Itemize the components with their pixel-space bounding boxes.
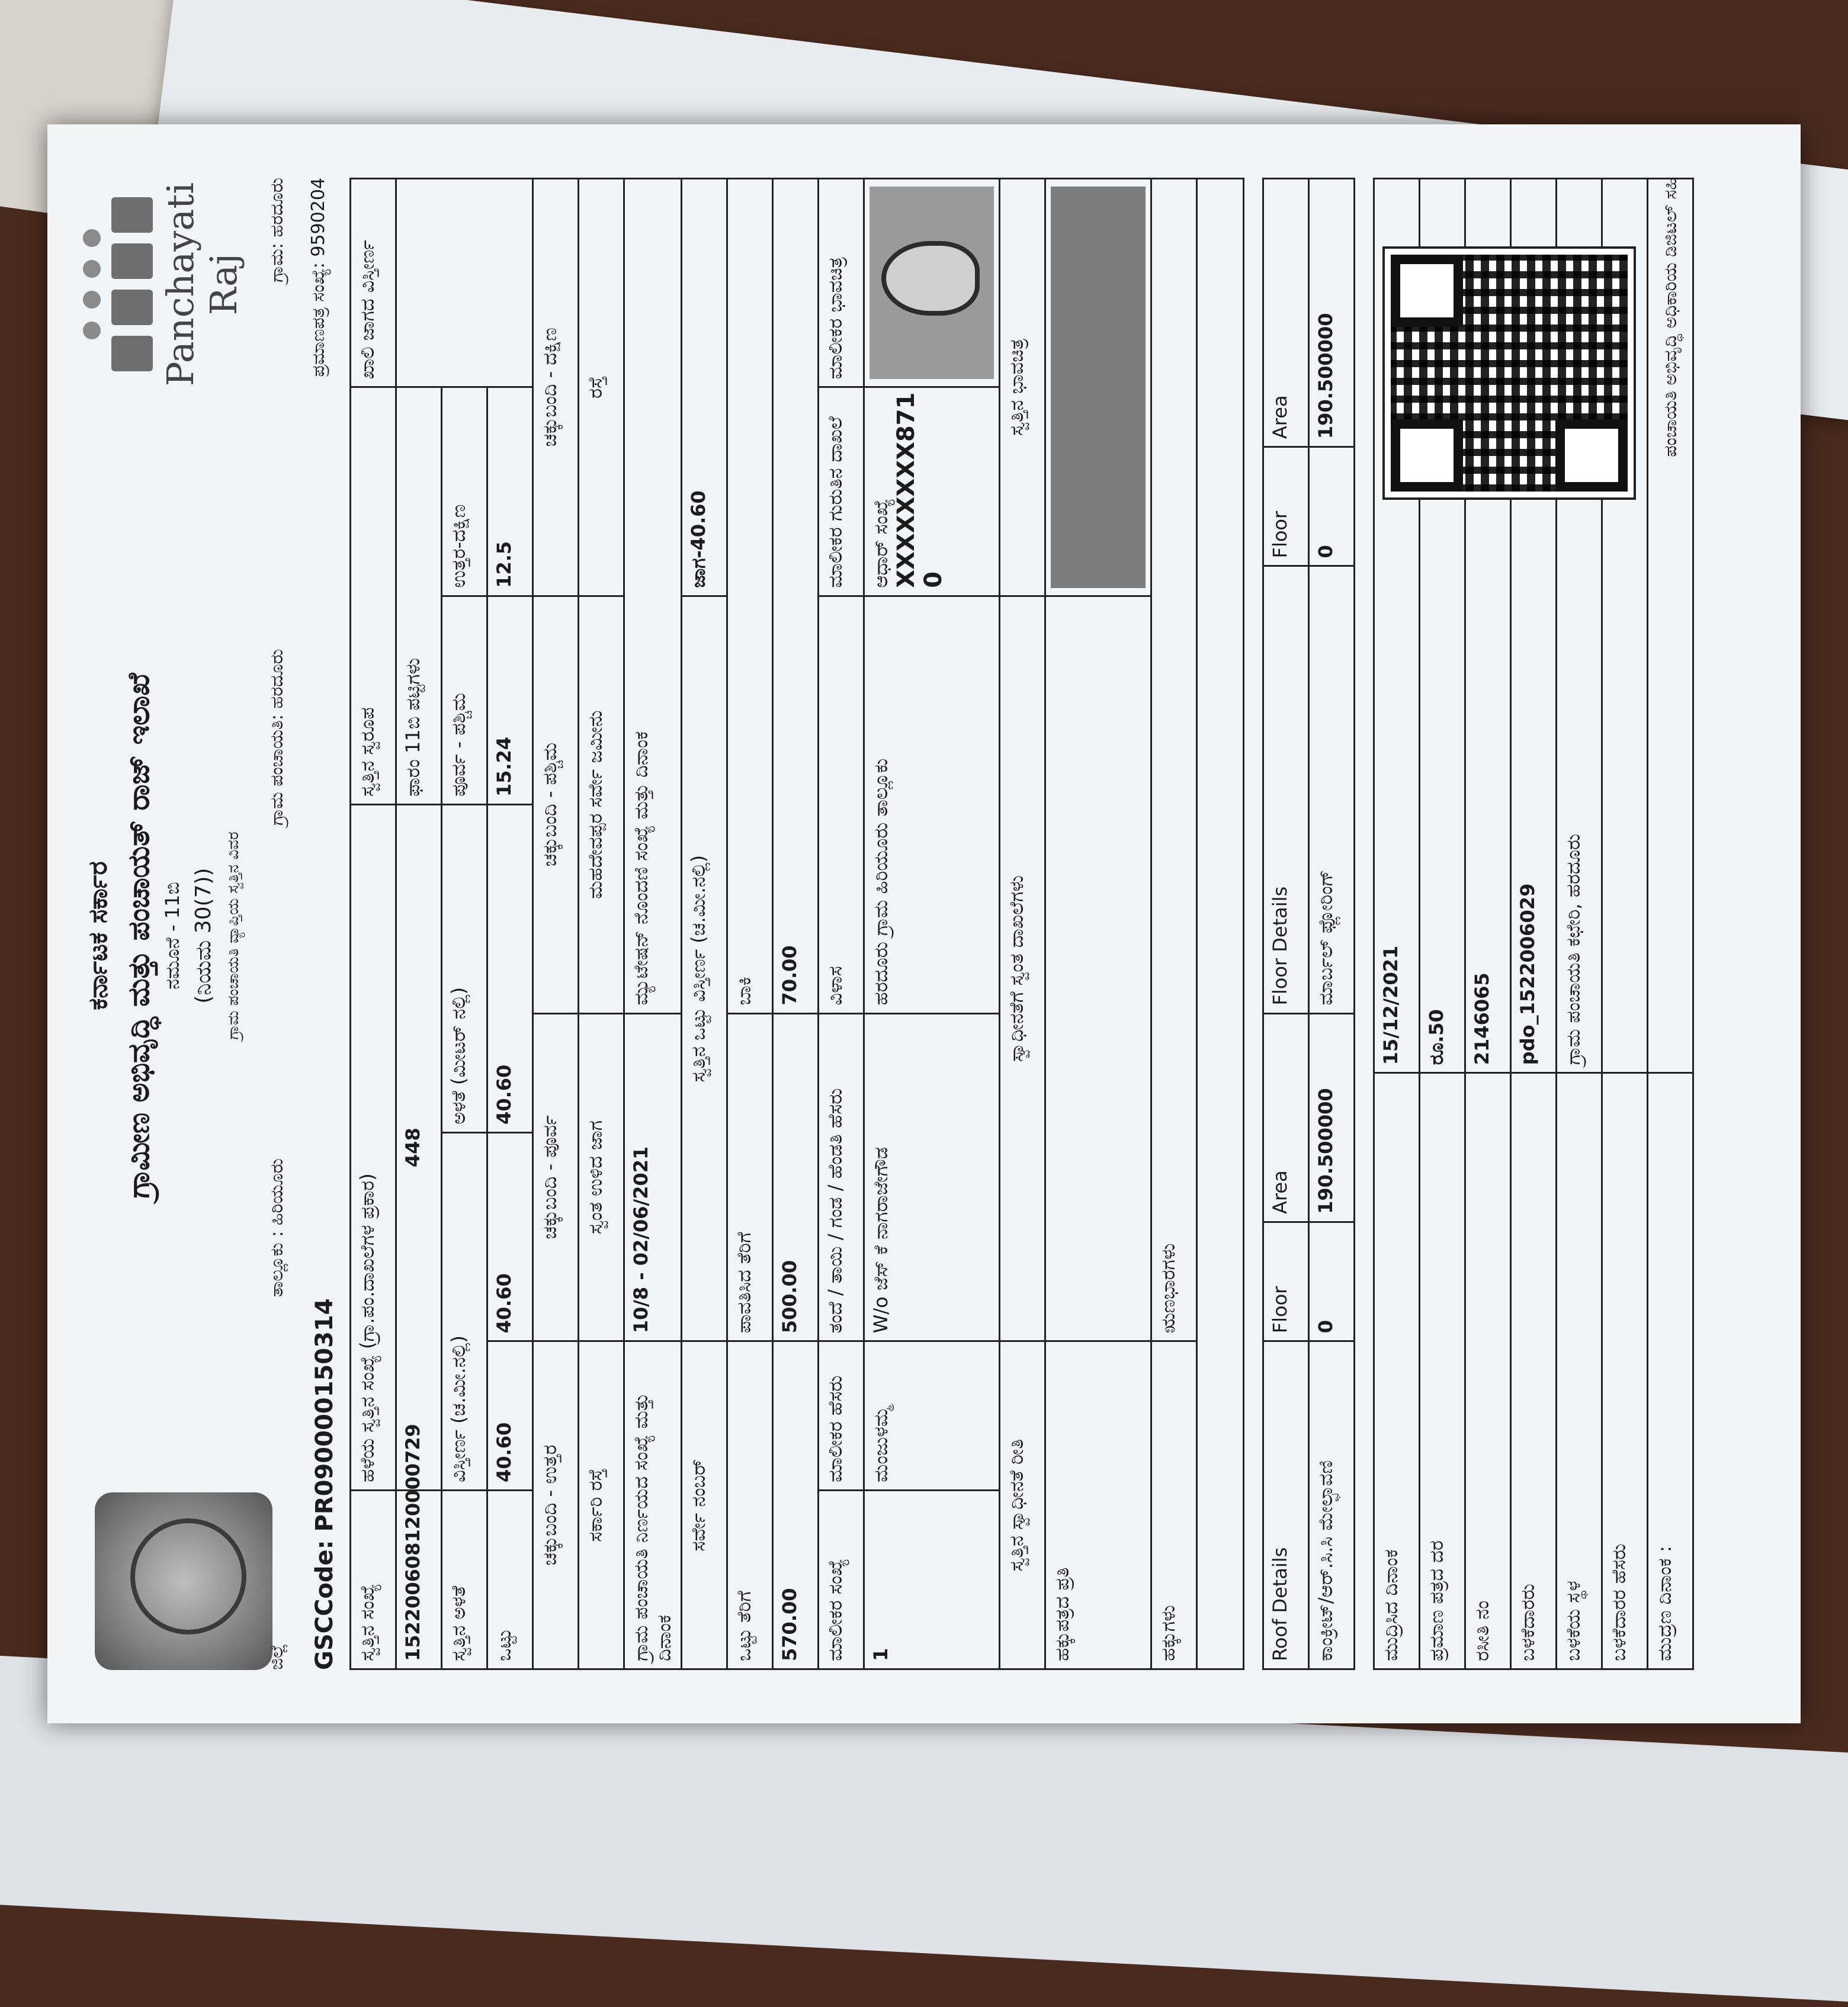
roof-type: ಕಾಂಕ್ರೀಟ್/ಆರ್.ಸಿ.ಸಿ ಮೇಲ್ಛಾವಣಿ (1309, 1341, 1355, 1669)
boundary-west: ಮಹದೇವಪ್ಪರ ಸರ್ವೇ ಜಮೀನು (579, 596, 624, 1013)
label-boundary-east: ಚಕ್ಕುಬಂದಿ - ಪೂರ್ವ (533, 1013, 579, 1341)
property-nature: ಫಾರಂ 11ಬಿ ಪಟ್ಟಿಗಳು (396, 387, 442, 805)
label-possession-docs: ಸ್ವಾಧೀನತೆಗೆ ಸ್ವಂತ ದಾಖಲೆಗಳು (1000, 596, 1045, 1341)
label-old-property-no: ಹಳೆಯ ಸ್ವತ್ತಿನ ಸಂಖ್ಯೆ (ಗ್ರಾ.ಪಂ.ದಾಖಲೆಗಳ ಪ್ರಕಾರ) (351, 805, 396, 1491)
label-vacant-area: ಖಾಲಿ ಜಾಗದ ವಿಸ್ತೀರ್ಣ (351, 179, 396, 387)
label-total: ಒಟ್ಟು (487, 1490, 533, 1669)
owner-id (864, 387, 1000, 596)
detail-value: 2146065 (1465, 179, 1511, 1073)
village-label: ಗ್ರಾಮ: ಹರದೂರು (267, 178, 287, 282)
owner-address: ಹರದೂರು ಗ್ರಾಮ ಹಿರಿಯೂರು ತಾಲ್ಲೂಕು (864, 596, 1000, 1013)
owner-relation: W/o ಜೆಸ್ ಕೆ ನಾಗರಾಜೇಗೌಡ (864, 1013, 1000, 1341)
label-rights: ಹಕ್ಕುಗಳು (1151, 1341, 1197, 1669)
detail-label: ಮುದ್ರಿಸಿದ ದಿನಾಂಕ (1374, 1073, 1420, 1669)
detail-value: 15/12/2021 (1374, 179, 1420, 1073)
label-property-nature: ಸ್ವತ್ತಿನ ಸ್ವರೂಪ (351, 387, 396, 805)
area-total: 40.60 (487, 805, 533, 1133)
detail-label: ಪ್ರಮಾಣ ಪತ್ರದ ದರ (1420, 1073, 1465, 1669)
form-name: ನಮೂನೆ - 11ಬಿ (161, 882, 184, 990)
certificate-number: ಪ್ರಮಾಣಪತ್ರ ಸಂಖ್ಯೆ: 9590204 (308, 178, 329, 377)
property-details-table (349, 178, 1244, 1670)
label-dimensions: ಸ್ವತ್ತಿನ ಅಳತೆ (442, 1490, 487, 1669)
total-tax: 570.00 (773, 1341, 819, 1669)
detail-label: ರಸೀತಿ ನಂ (1465, 1073, 1511, 1669)
detail-value: ರೂ.50 (1420, 179, 1465, 1073)
owner-name: ಮಂಜುಳಮ್ಮ (864, 1341, 1000, 1491)
floor-area: 190.500000 (1309, 179, 1355, 447)
owner-id-extra: 0 (920, 571, 947, 588)
label-owner-id: ಮಾಲೀಕರ ಗುರುತಿನ ದಾಖಲೆ (819, 387, 864, 596)
label-property-no: ಸ್ವತ್ತಿನ ಸಂಖ್ಯೆ (351, 1490, 396, 1669)
floor-floor: 0 (1309, 447, 1355, 566)
boundary-south: ರಸ್ತೆ (579, 179, 624, 596)
total-area: 40.60 (487, 1341, 533, 1491)
label-area: Area (1263, 1013, 1309, 1222)
detail-value: ಗ್ರಾಮ ಪಂಚಾಯತಿ ಕಛೇರಿ, ಹರದೂರು (1557, 179, 1602, 1073)
label-property-photo: ಸ್ವತ್ತಿನ ಭಾವಚಿತ್ರ (1000, 179, 1045, 596)
label-area-2: Area (1263, 179, 1309, 447)
label-relation: ತಂದೆ / ತಾಯಿ / ಗಂಡ / ಹೆಂಡತಿ ಹೆಸರು (819, 1013, 864, 1341)
label-roof-details: Roof Details (1263, 1341, 1309, 1669)
gram-panchayat-label: ಗ್ರಾಮ ಪಂಚಾಯತಿ: ಹರದೂರು (267, 648, 287, 826)
label-tax-balance: ಬಾಕಿ (727, 179, 773, 1014)
qr-code (1385, 249, 1634, 497)
possession-doc: ಹಕ್ಕುಪತ್ರದ ಪ್ರತಿ (1045, 1341, 1151, 1669)
label-floor: Floor (1263, 1222, 1309, 1341)
label-liabilities: ಋಣಭಾರಗಳು (1151, 179, 1197, 1341)
label-measure-meter: ಅಳತೆ (ಮೀಟರ್ ನಲ್ಲಿ) (442, 805, 487, 1133)
tax-balance: 70.00 (773, 179, 819, 1014)
roof-floor: 0 (1309, 1222, 1355, 1341)
property-photo (1045, 179, 1151, 596)
boundary-east: ಸ್ವಂತ ಉಳಿದ ಜಾಗ (579, 1013, 624, 1341)
label-possession: ಸ್ವತ್ತಿನ ಸ್ವಾಧೀನತೆ ರೀತಿ (1000, 1341, 1045, 1669)
digital-signature-label: ಪಂಚಾಯತಿ ಅಭಿವೃದ್ಧಿ ಅಧಿಕಾರಿಯ ಡಿಜಿಟಲ್ ಸಹಿ (1660, 178, 1681, 457)
detail-label: ಬಳಕೆದಾರರ ಹೆಸರು (1602, 1073, 1648, 1669)
label-boundary-south: ಚಕ್ಕುಬಂದಿ - ದಕ್ಷಿಣ (533, 179, 579, 596)
property-number: 152200608120000729 (396, 1490, 442, 1669)
form-subtitle: ಗ್ರಾಮ ಪಂಚಾಯತಿ ವ್ಯಾಪ್ತಿಯ ಸ್ವತ್ತಿನ ವಿವರ (224, 831, 242, 1040)
label-mutation: ಮ್ಯುಟೇಷನ್ ನೊಂದಣಿ ಸಂಖ್ಯೆ ಮತ್ತು ದಿನಾಂಕ (624, 179, 682, 1014)
old-property-number: 448 (396, 805, 442, 1491)
label-total-tax: ಒಟ್ಟು ತೆರಿಗೆ (727, 1341, 773, 1669)
label-owner-photo: ಮಾಲೀಕರ ಭಾವಚಿತ್ರ (819, 179, 864, 387)
government-title: ಕರ್ನಾಟಕ ಸರ್ಕಾರ (83, 861, 113, 1010)
site-area: 40.60 (487, 1132, 533, 1341)
form-11b-document (47, 124, 1801, 1723)
roof-area: 190.500000 (1309, 1013, 1355, 1222)
resolution-number-date: 10/8 - 02/06/2021 (624, 1013, 682, 1341)
total-property-area: ಜಾಗ-40.60 (682, 179, 727, 596)
label-owner-name: ಮಾಲೀಕರ ಹೆಸರು (819, 1341, 864, 1491)
detail-label: ಬಳಕೆದಾರರು (1511, 1073, 1557, 1669)
label-floor-details: Floor Details (1263, 566, 1309, 1013)
label-total-property-area: ಸ್ವತ್ತಿನ ಒಟ್ಟು ವಿಸ್ತೀರ್ಣ (ಚ.ಮೀ.ನಲ್ಲಿ) (682, 596, 727, 1341)
owner-photo (864, 179, 1000, 387)
gsc-code: GSCCode: PR090000150314 (311, 1298, 338, 1670)
label-address: ವಿಳಾಸ (819, 596, 864, 1013)
district-label: ಜಿಲ್ಲೆ (267, 1643, 287, 1670)
owner-number: 1 (864, 1490, 1000, 1669)
north-south-length: 12.5 (487, 387, 533, 596)
document-header (71, 178, 349, 1670)
label-north-south: ಉತ್ತರ-ದಕ್ಷಿಣ (442, 387, 487, 596)
floor-type: ಮಾರ್ಬಲ್ ಫ್ಲೋರಿಂಗ್ (1309, 566, 1355, 1013)
label-area-sqm: ವಿಸ್ತೀರ್ಣ (ಚ.ಮೀ.ನಲ್ಲಿ) (442, 1132, 487, 1490)
east-west-length: 15.24 (487, 596, 533, 804)
label-paid-tax: ಪಾವತಿಸಿದ ತೆರಿಗೆ (727, 1013, 773, 1341)
detail-label: ಮುದ್ರಣ ದಿನಾಂಕ : (1648, 1073, 1693, 1669)
label-boundary-west: ಚಕ್ಕುಬಂದಿ - ಪಶ್ಚಿಮ (533, 596, 579, 1013)
owner-id-label: ಆಧಾರ್ ಸಂಖ್ಯೆ (870, 499, 892, 588)
detail-label: ಬಳಕೆಯ ಸ್ಥಳ (1557, 1073, 1602, 1669)
owner-aadhaar: XXXXXXXX871 (893, 392, 920, 588)
taluk-label: ತಾಲ್ಲೂಕು : ಹಿರಿಯೂರು (267, 1158, 287, 1297)
label-owner-no: ಮಾಲೀಕರ ಸಂಖ್ಯೆ (819, 1490, 864, 1669)
government-emblem (95, 1492, 272, 1670)
detail-value: pdo_1522006029 (1511, 179, 1557, 1073)
label-boundary-north: ಚಕ್ಕುಬಂದಿ - ಉತ್ತರ (533, 1341, 579, 1669)
label-survey-no: ಸರ್ವೇ ನಂಬರ್ (682, 1341, 727, 1669)
label-east-west: ಪೂರ್ವ - ಪಶ್ಚಿಮ (442, 596, 487, 804)
roof-floor-table (1262, 178, 1355, 1670)
label-resolution: ಗ್ರಾಮ ಪಂಚಾಯತಿ ನಿರ್ಣಯದ ಸಂಖ್ಯೆ ಮತ್ತು ದಿನಾಂಕ (624, 1341, 682, 1669)
boundary-north: ಸರ್ಕಾರಿ ರಸ್ತೆ (579, 1341, 624, 1669)
rule-reference: (ನಿಯಮ 30(7)) (191, 868, 216, 1004)
panchayat-raj-logo: Panchayati Raj (77, 178, 225, 391)
department-title: ಗ್ರಾಮೀಣ ಅಭಿವೃದ್ಧಿ ಮತ್ತು ಪಂಚಾಯತ್ ರಾಜ್ ಇಲಾಖೆ (121, 673, 156, 1199)
paid-tax: 500.00 (773, 1013, 819, 1341)
label-floor-2: Floor (1263, 447, 1309, 566)
